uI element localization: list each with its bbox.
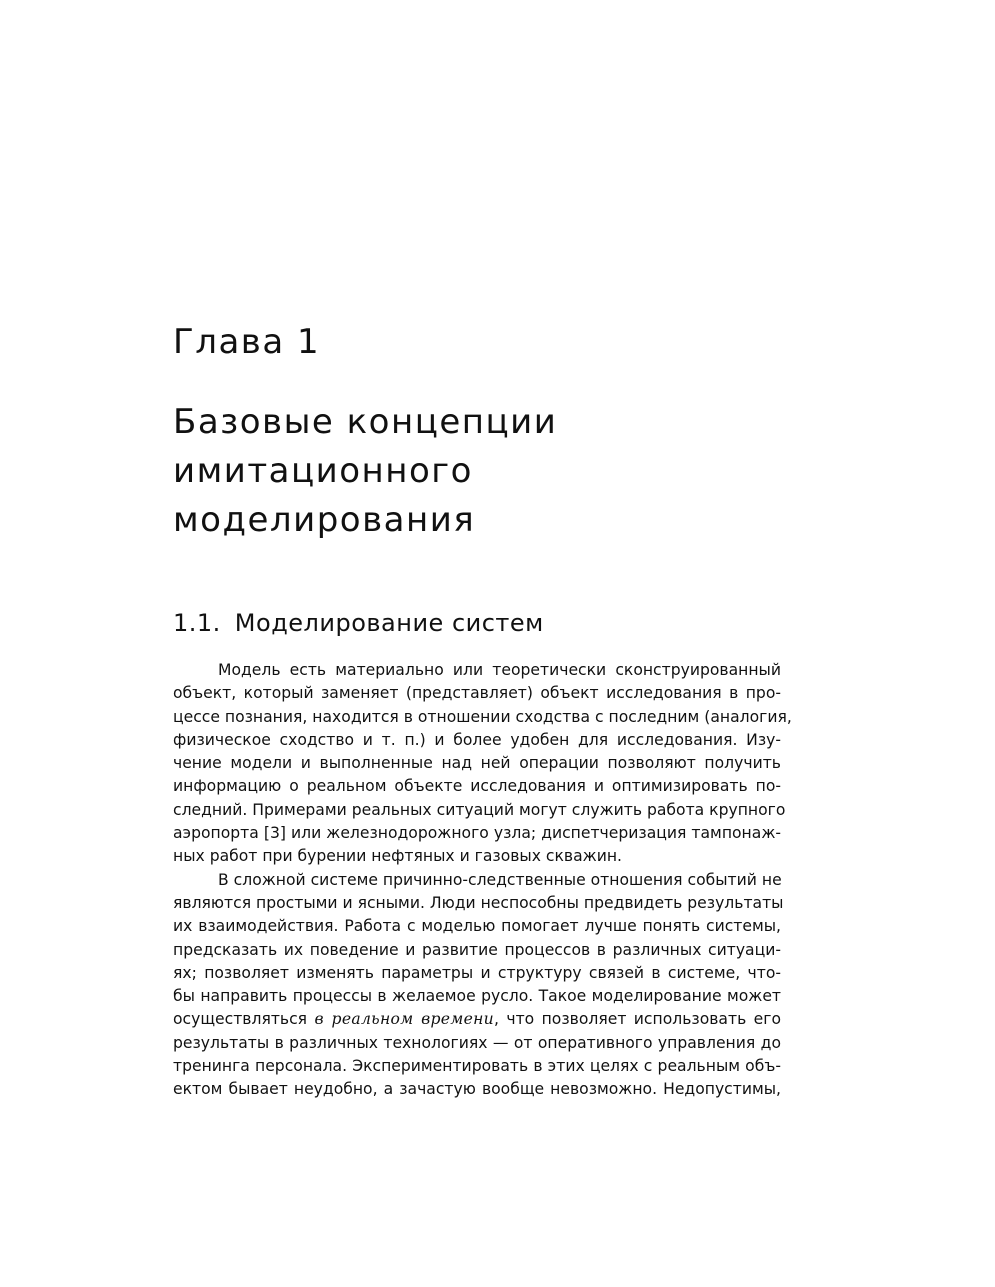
text-line-with-emphasis	[173, 1008, 781, 1031]
paragraph-2	[173, 869, 784, 1102]
section-title: Моделирование систем	[234, 609, 544, 637]
text-line: В сложной системе причинно-следственные отношения событий не	[218, 870, 782, 889]
text-line: тренинга персонала. Экспериментировать в этих целях с реальным объ-	[173, 1057, 781, 1076]
section-heading	[173, 606, 544, 640]
text-line: являются простыми и ясными. Люди неспособны предвидеть результаты	[173, 893, 784, 912]
chapter-title-line: Базовые концепции	[173, 402, 558, 442]
chapter-title-line: имитационного	[173, 451, 473, 491]
text-line: ектом бывает неудобно, а зачастую вообще невозможно. Недопустимы,	[173, 1080, 781, 1099]
text-segment: , что позволяет использовать его	[494, 1010, 781, 1029]
text-line: ных работ при бурении нефтяных и газовых скважин.	[173, 847, 622, 866]
emphasis-text: в реальном времени	[314, 1010, 495, 1029]
body-text	[173, 659, 792, 1102]
text-line: бы направить процессы в желаемое русло. Такое моделирование может	[173, 987, 781, 1006]
text-line: цессе познания, находится в отношении сходства с последним (аналогия,	[173, 707, 792, 726]
text-line: Модель есть материально или теоретически сконструированный	[218, 661, 781, 679]
chapter-title-line: моделирования	[173, 500, 476, 540]
text-line: следний. Примерами реальных ситуаций могут служить работа крупного	[173, 800, 786, 819]
text-segment: осуществляться	[173, 1010, 315, 1029]
text-line: чение модели и выполненные над ней операции позволяют получить	[173, 754, 781, 773]
text-line: физическое сходство и т. п.) и более удобен для исследования. Изу-	[173, 730, 781, 749]
text-line: их взаимодействия. Работа с моделью помогает лучше понять системы,	[173, 917, 781, 936]
paragraph-1	[173, 659, 792, 869]
text-line: ях; позволяет изменять параметры и структуру связей в системе, что-	[173, 963, 781, 982]
text-line: предсказать их поведение и развитие процессов в различных ситуаци-	[173, 940, 781, 959]
text-line: результаты в различных технологиях — от оперативного управления до	[173, 1033, 781, 1052]
chapter-title	[173, 398, 793, 545]
text-line: аэропорта [3] или железнодорожного узла; диспетчеризация тампонаж-	[173, 824, 781, 843]
chapter-label: Глава 1	[173, 322, 321, 362]
section-number: 1.1.	[173, 609, 221, 637]
text-line: информацию о реальном объекте исследования и оптимизировать по-	[173, 777, 781, 796]
text-line: объект, который заменяет (представляет) объект исследования в про-	[173, 684, 781, 703]
